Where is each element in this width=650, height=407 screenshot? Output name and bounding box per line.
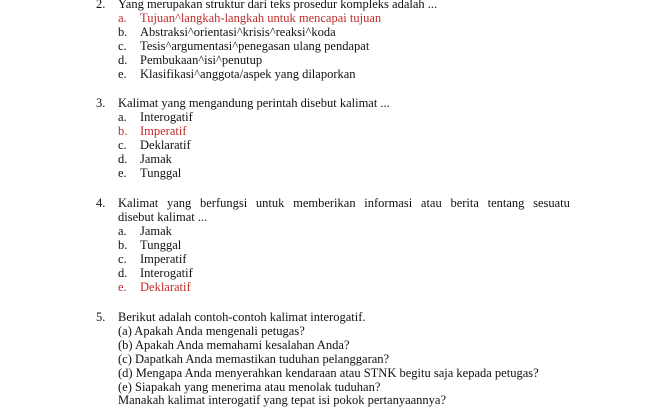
option-letter: d. <box>118 152 128 166</box>
option-letter: a. <box>118 224 127 238</box>
question-4-option-b <box>118 238 181 252</box>
option-text: Tujuan^langkah-langkah untuk mencapai tujuan <box>140 11 382 25</box>
option-letter: a. <box>118 11 127 25</box>
option-text: Interogatif <box>140 110 193 124</box>
stem-word: Kalimat <box>118 196 159 210</box>
option-letter: b. <box>118 25 128 39</box>
question-5-example-a: (a) Apakah Anda mengenali petugas? <box>118 324 305 338</box>
stem-word: tentang <box>487 196 525 210</box>
option-letter: b. <box>118 124 128 138</box>
question-5-example-d: (d) Mengapa Anda menyerahkan kendaraan atau STNK begitu saja kepada petugas? <box>118 366 539 380</box>
question-5-cutoff-line: Manakah kalimat interogatif yang tepat isi pokok pertanyaannya? <box>118 393 447 407</box>
question-4-number: 4. <box>96 196 106 210</box>
question-3-option-c <box>118 138 191 152</box>
option-letter: e. <box>118 280 127 294</box>
question-2-stem: Yang merupakan struktur dari teks prosedur kompleks adalah ... <box>118 0 438 11</box>
option-text: Abstraksi^orientasi^krisis^reaksi^koda <box>140 25 336 39</box>
option-text: Deklaratif <box>140 280 191 294</box>
option-text: Tunggal <box>140 238 182 252</box>
question-3-stem: Kalimat yang mengandung perintah disebut kalimat ... <box>118 96 390 110</box>
option-letter: e. <box>118 166 127 180</box>
question-5-stem: Berikut adalah contoh-contoh kalimat interogatif. <box>118 310 366 324</box>
question-3-option-d <box>118 152 172 166</box>
question-3-option-a <box>118 110 193 124</box>
option-letter: c. <box>118 138 127 152</box>
stem-word: untuk <box>255 196 285 210</box>
option-text: Tesis^argumentasi^penegasan ulang pendapat <box>140 39 370 53</box>
question-3-number: 3. <box>96 96 106 110</box>
option-text: Klasifikasi^anggota/aspek yang dilaporkan <box>140 67 356 81</box>
option-text: Jamak <box>140 152 172 166</box>
option-letter: c. <box>118 39 127 53</box>
option-letter: e. <box>118 67 127 81</box>
question-2-option-a <box>118 11 381 25</box>
option-letter: a. <box>118 110 127 124</box>
question-2-option-c <box>118 39 369 53</box>
question-2-option-e <box>118 67 356 81</box>
option-text: Imperatif <box>140 124 187 138</box>
stem-word: yang <box>166 196 192 210</box>
question-2-option-b <box>118 25 336 39</box>
question-2-number: 2. <box>96 0 106 11</box>
option-letter: c. <box>118 252 127 266</box>
question-5-example-b: (b) Apakah Anda memahami kesalahan Anda? <box>118 338 350 352</box>
stem-word: atau <box>420 196 442 210</box>
question-3-option-b <box>118 124 187 138</box>
option-text: Tunggal <box>140 166 182 180</box>
question-5-number: 5. <box>96 310 106 324</box>
stem-word: informasi <box>364 196 413 210</box>
option-text: Jamak <box>140 224 172 238</box>
question-4-stem-line-1 <box>118 196 570 210</box>
question-4-option-d <box>118 266 193 280</box>
question-3-option-e <box>118 166 181 180</box>
option-text: Deklaratif <box>140 138 191 152</box>
question-5-example-c: (c) Dapatkah Anda memastikan tuduhan pelanggaran? <box>118 352 390 366</box>
stem-word: berfungsi <box>199 196 248 210</box>
option-text: Pembukaan^isi^penutup <box>140 53 263 67</box>
option-text: Interogatif <box>140 266 193 280</box>
question-4-stem-line-2: disebut kalimat ... <box>118 210 208 224</box>
option-letter: d. <box>118 53 128 67</box>
question-4-option-e <box>118 280 191 294</box>
question-4-option-a <box>118 224 172 238</box>
question-2-option-d <box>118 53 262 67</box>
option-text: Imperatif <box>140 252 187 266</box>
option-letter: d. <box>118 266 128 280</box>
question-4-option-c <box>118 252 187 266</box>
stem-word: sesuatu <box>533 196 570 210</box>
option-letter: b. <box>118 238 128 252</box>
stem-word: berita <box>450 196 479 210</box>
stem-word: memberikan <box>293 196 356 210</box>
question-5-example-e: (e) Siapakah yang menerima atau menolak tuduhan? <box>118 380 381 394</box>
